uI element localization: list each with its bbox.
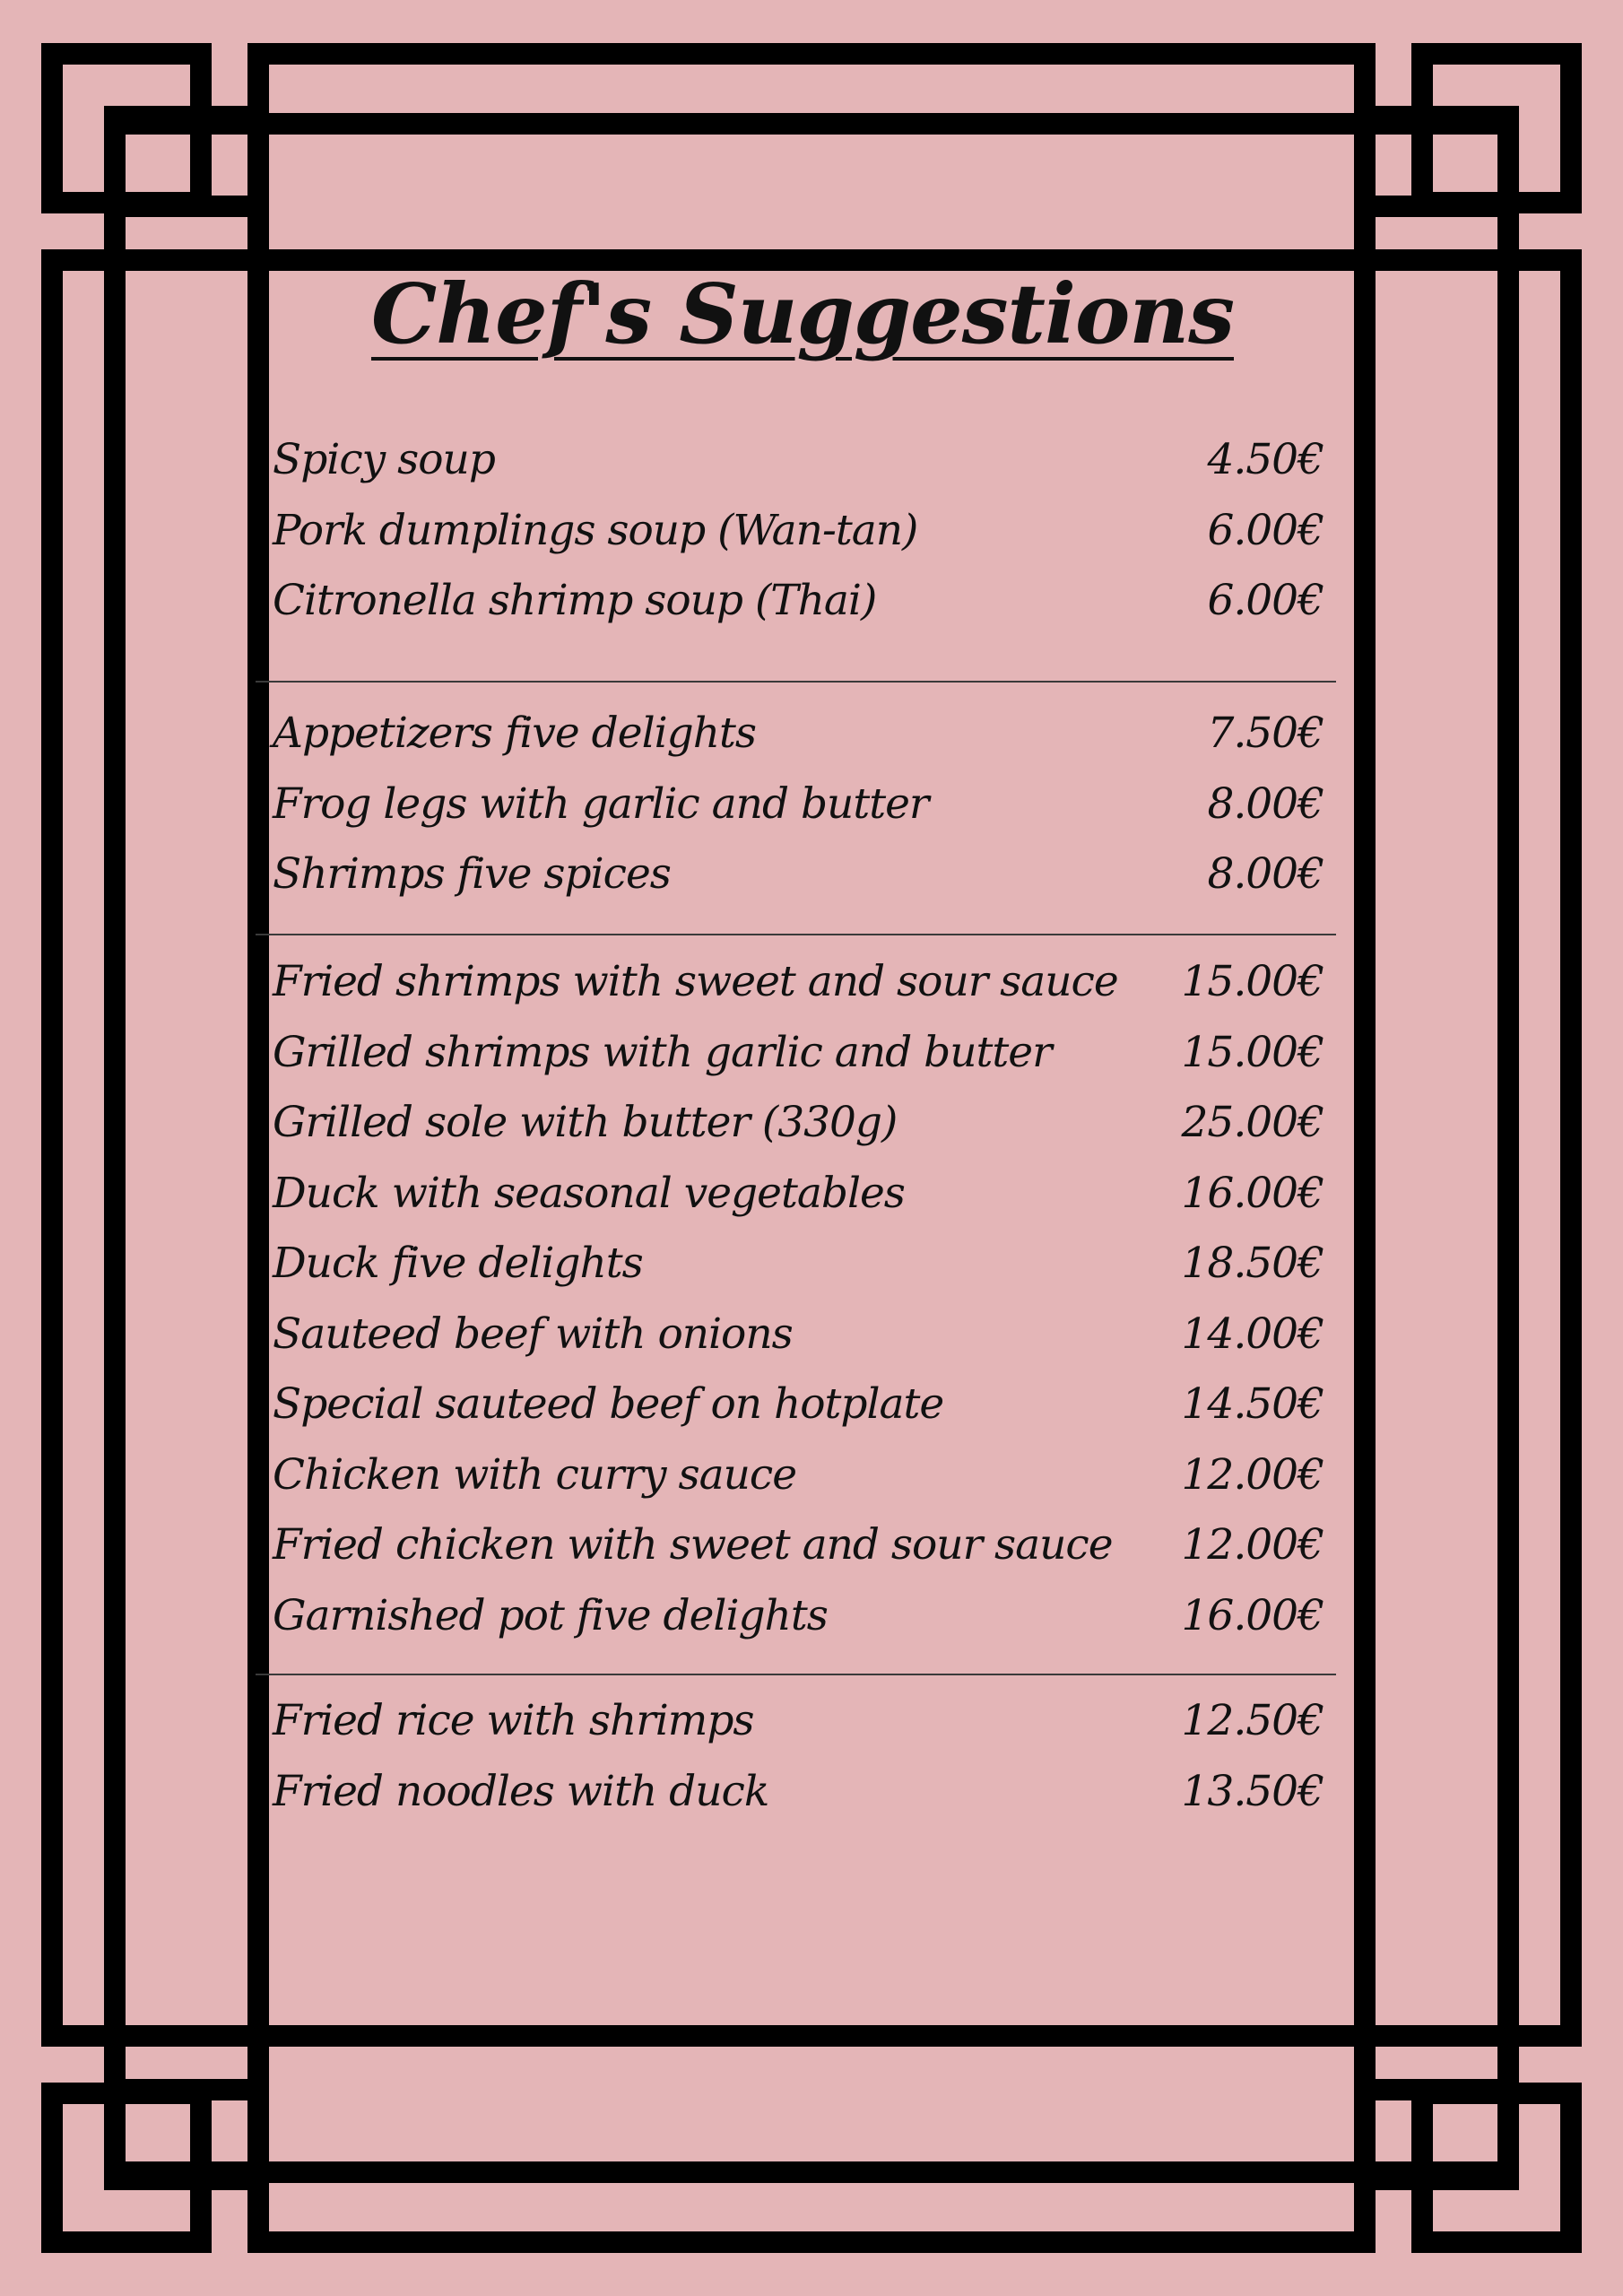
dish-name: Fried rice with shrimps bbox=[273, 1696, 754, 1745]
dish-name: Pork dumplings soup (Wan-tan) bbox=[273, 505, 918, 555]
dish-price: 6.00€ bbox=[1207, 576, 1324, 625]
dish-price: 16.00€ bbox=[1181, 1590, 1324, 1640]
menu-item bbox=[269, 1018, 1332, 1089]
menu-item bbox=[269, 770, 1332, 840]
dish-price: 8.00€ bbox=[1207, 849, 1324, 899]
dish-price: 12.50€ bbox=[1181, 1696, 1324, 1745]
section-divider bbox=[256, 934, 1336, 935]
dish-name: Chicken with curry sauce bbox=[273, 1449, 797, 1500]
menu-item bbox=[269, 1440, 1332, 1511]
dish-name: Fried shrimps with sweet and sour sauce bbox=[273, 957, 1118, 1006]
menu-item bbox=[269, 1757, 1332, 1828]
dish-price: 15.00€ bbox=[1181, 1027, 1324, 1077]
dish-price: 8.00€ bbox=[1207, 778, 1324, 829]
dish-price: 6.00€ bbox=[1207, 505, 1324, 555]
menu-item bbox=[269, 1686, 1332, 1757]
menu-item bbox=[269, 1510, 1332, 1581]
dish-name: Duck five delights bbox=[273, 1239, 643, 1288]
menu-item bbox=[269, 1581, 1332, 1652]
dish-price: 14.50€ bbox=[1181, 1379, 1324, 1429]
dish-price: 7.50€ bbox=[1207, 709, 1324, 758]
section-divider bbox=[256, 1674, 1336, 1675]
dish-name: Citronella shrimp soup (Thai) bbox=[273, 576, 877, 625]
dish-price: 18.50€ bbox=[1181, 1239, 1324, 1288]
dish-price: 12.00€ bbox=[1181, 1449, 1324, 1500]
dish-name: Grilled shrimps with garlic and butter bbox=[273, 1027, 1052, 1077]
menu-section-appetizers bbox=[269, 699, 1332, 910]
menu-section-mains bbox=[269, 947, 1332, 1651]
dish-price: 12.00€ bbox=[1181, 1520, 1324, 1570]
menu-item bbox=[269, 1229, 1332, 1300]
dish-price: 16.00€ bbox=[1181, 1168, 1324, 1218]
menu-item bbox=[269, 1088, 1332, 1159]
menu-title: Chef's Suggestions bbox=[370, 265, 1234, 362]
dish-name: Special sauteed beef on hotplate bbox=[273, 1379, 944, 1429]
dish-price: 14.00€ bbox=[1181, 1309, 1324, 1359]
menu-item bbox=[269, 496, 1332, 567]
menu-item bbox=[269, 1370, 1332, 1440]
dish-name: Grilled sole with butter (330g) bbox=[273, 1098, 898, 1147]
dish-name: Sauteed beef with onions bbox=[273, 1309, 793, 1359]
dish-name: Shrimps five spices bbox=[273, 849, 671, 899]
dish-price: 4.50€ bbox=[1207, 435, 1324, 484]
dish-name: Fried chicken with sweet and sour sauce bbox=[273, 1520, 1113, 1570]
dish-name: Appetizers five delights bbox=[273, 709, 757, 758]
menu-item bbox=[269, 1159, 1332, 1230]
menu-item bbox=[269, 566, 1332, 637]
dish-price: 15.00€ bbox=[1181, 957, 1324, 1006]
dish-name: Duck with seasonal vegetables bbox=[273, 1168, 905, 1218]
dish-name: Garnished pot five delights bbox=[273, 1590, 828, 1640]
dish-name: Spicy soup bbox=[273, 435, 495, 484]
dish-price: 25.00€ bbox=[1181, 1098, 1324, 1147]
menu-item bbox=[269, 425, 1332, 496]
menu-section-rice-noodles bbox=[269, 1686, 1332, 1827]
menu-item bbox=[269, 947, 1332, 1018]
section-divider bbox=[256, 681, 1336, 683]
menu-item bbox=[269, 699, 1332, 770]
dish-price: 13.50€ bbox=[1181, 1766, 1324, 1816]
menu-section-soups bbox=[269, 425, 1332, 637]
menu-item bbox=[269, 839, 1332, 910]
menu-item bbox=[269, 1300, 1332, 1370]
dish-name: Fried noodles with duck bbox=[273, 1766, 769, 1816]
dish-name: Frog legs with garlic and butter bbox=[273, 778, 929, 829]
